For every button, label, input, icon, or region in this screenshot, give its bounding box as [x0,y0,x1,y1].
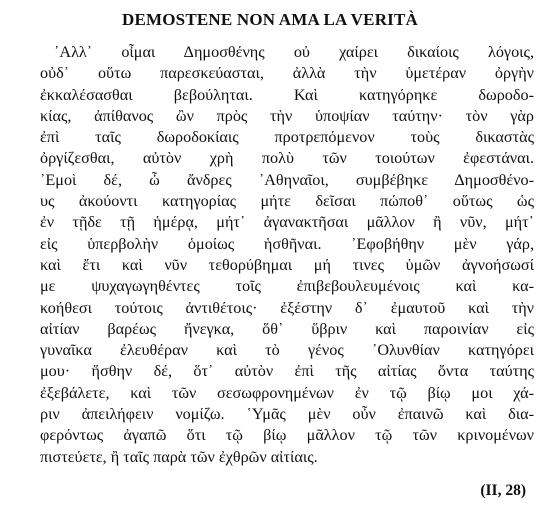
text-line: γυναῖκα ἐλευθέραν καὶ τὸ γένος ᾿Ολυνθίαν κατηγόρει [40,341,534,360]
greek-passage [40,42,534,468]
text-line: πιστεύετε, ἢ ταῖς παρὰ τῶν ἐχθρῶν αἰτίαις. [40,447,318,466]
text-line: ἐπὶ ταῖς δωροδοκίαις προτρεπόμενον τοὺς δικαστὰς [40,128,534,147]
text-line: κίας, ἀπίθανος ὢν πρὸς τὴν ὑποψίαν ταύτην· τὸν γὰρ [40,106,534,125]
text-line: ριν ἀπειλήφειν νομίζω. ῾Υμᾶς μὲν οὖν ἐπαινῶ καὶ δια- [40,405,534,424]
text-line: ᾿Εμοὶ δέ, ὦ ἄνδρες ᾿Αθηναῖοι, συμβέβηκε Δημοσθένο- [40,170,534,189]
text-line: οὐδ᾿ οὕτω παρεσκεύασται, ἀλλὰ τὴν ὑμετέραν ὀργὴν [40,64,534,83]
text-line: κοήθεσι τούτοις ἀντιθέτοις· ἐξέστην δ᾿ ἐμαυτοῦ καὶ τὴν [40,298,534,317]
text-line: ὀργίζεσθαι, αὐτὸν χρὴ πολὺ τῶν τοιούτων ἐφεστάναι. [40,149,534,168]
text-line: φερόντως ἀγαπῶ ὅτι τῷ βίῳ μᾶλλον τῷ τῶν κρινομένων [40,426,534,445]
text-line: ἐν τῇδε τῇ ἡμέρᾳ, μήτ᾿ ἀγανακτῆσαι μᾶλλον ἢ νῦν, μήτ᾿ [40,213,534,232]
text-line: ἐκκαλέσασθαι βεβούληται. Καὶ κατηγόρηκε δωροδο- [40,85,534,104]
text-line: αἰτίαν βαρέως ἤνεγκα, ὅθ᾿ ὕβριν καὶ παροινίαν εἰς [40,319,534,338]
text-line: υς ἀκούοντι κατηγορίας μήτε δεῖσαι πώποθ᾿ οὕτως ὡς [40,192,534,211]
text-line: καὶ ἔτι καὶ νῦν τεθορύβημαι μή τινες ὑμῶν ἀγνοήσωσί [40,255,534,274]
source-citation: (II, 28) [480,482,526,499]
text-line: με ψυχαγωγηθέντες τοῖς ἐπιβεβουλευμένοις καὶ κα- [40,277,534,296]
text-line: μου· ἥσθην δέ, ὅτ᾿ αὐτὸν ἐπὶ τῆς αἰτίας ὄντα ταύτης [40,362,534,381]
text-line: εἰς ὑπερβολὴν ὁμοίως ἡσθῆναι. ᾿Εφοβήθην μὲν γάρ, [40,234,534,253]
text-line: ᾿Αλλ᾿ οἶμαι Δημοσθένης οὐ χαίρει δικαίοις λόγοις, [54,43,534,61]
text-line: ἐξεβάλετε, καὶ τῶν σεσωφρονημένων ἐν τῷ βίῳ μοι χά- [40,383,534,402]
page-title: DEMOSTENE NON AMA LA VERITÀ [121,10,419,29]
